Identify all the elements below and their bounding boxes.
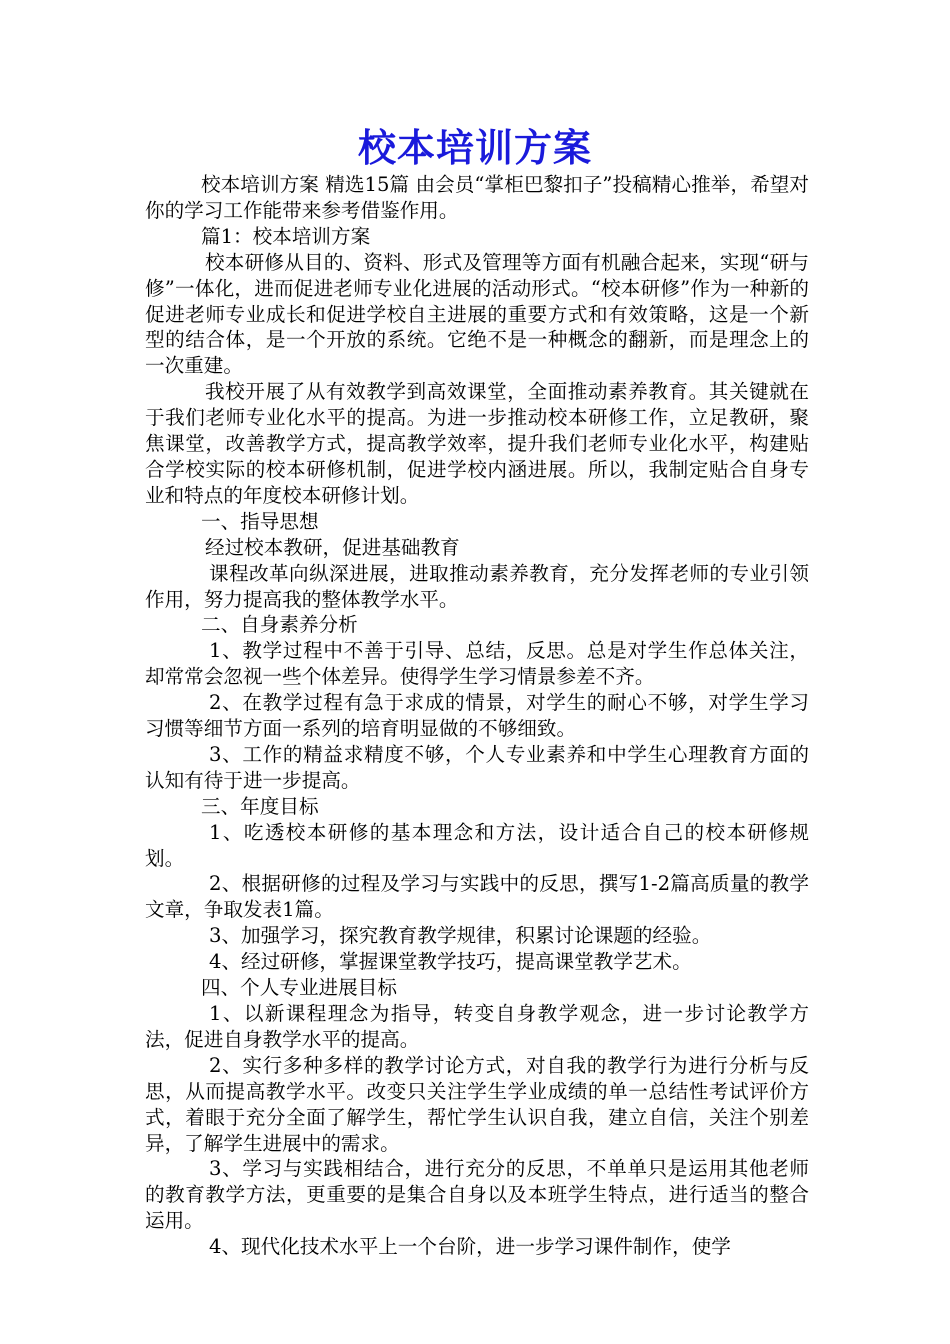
body-paragraph: 课程改革向纵深进展，进取推动素养教育，充分发挥老师的专业引领作用，努力提高我的整体教学水平。	[145, 561, 809, 611]
section-heading-chapter-1: 篇1：校本培训方案	[201, 224, 371, 248]
list-item: 4、经过研修，掌握课堂教学技巧，提高课堂教学艺术。	[209, 950, 692, 974]
list-item: 2、在教学过程有急于求成的情景，对学生的耐心不够，对学生学习习惯等细节方面一系列的培育明显做的不够细致。	[145, 691, 809, 741]
list-item: 1、吃透校本研修的基本理念和方法，设计适合自己的校本研修规划。	[145, 820, 809, 870]
body-paragraph: 我校开展了从有效教学到高效课堂，全面推动素养教育。其关键就在于我们老师专业化水平的提高。为进一步推动校本研修工作，立足教研，聚焦课堂，改善教学方式，提高教学效率，提升我们老师专业化水平，构建贴合学校实际的校本研修机制，促进学校内涵进展。所以，我制定贴合自身专业和特点的年度校本研修计划。	[145, 380, 809, 507]
section-heading: 四、个人专业进展目标	[201, 976, 397, 1000]
document-title: 校本培训方案	[357, 125, 592, 170]
list-item: 3、学习与实践相结合，进行充分的反思，不单单只是运用其他老师的教育教学方法，更重要的是集合自身以及本班学生特点，进行适当的整合运用。	[145, 1157, 809, 1233]
list-item: 4、现代化技术水平上一个台阶，进一步学习课件制作，使学	[209, 1235, 731, 1259]
list-item: 3、加强学习，探究教育教学规律，积累讨论课题的经验。	[209, 924, 712, 948]
list-item: 2、实行多种多样的教学讨论方式，对自我的教学行为进行分析与反思，从而提高教学水平。改变只关注学生学业成绩的单一总结性考试评价方式，着眼于充分全面了解学生，帮忙学生认识自我，建立自信，关注个别差异，了解学生进展中的需求。	[145, 1053, 809, 1155]
intro-paragraph: 校本培训方案 精选15篇 由会员“掌柜巴黎扣子”投稿精心推举，希望对你的学习工作能带来参考借鉴作用。	[145, 173, 809, 222]
section-heading: 二、自身素养分析	[201, 613, 358, 637]
body-paragraph: 校本研修从目的、资料、形式及管理等方面有机融合起来，实现“研与修”一体化，进而促进老师专业化进展的活动形式。“校本研修”作为一种新的促进老师专业成长和促进学校自主进展的重要方式和有效策略，这是一个新型的结合体，是一个开放的系统。它绝不是一种概念的翻新，而是理念上的一次重建。	[145, 250, 809, 378]
document-body	[145, 172, 809, 1260]
list-item: 3、工作的精益求精度不够，个人专业素养和中学生心理教育方面的认知有待于进一步提高。	[145, 742, 809, 792]
list-item: 1、教学过程中不善于引导、总结，反思。总是对学生作总体关注，却常常会忽视一些个体差异。使得学生学习情景参差不齐。	[145, 639, 809, 689]
list-item: 1、以新课程理念为指导，转变自身教学观念，进一步讨论教学方法，促进自身教学水平的提高。	[145, 1002, 809, 1051]
body-paragraph: 经过校本教研，促进基础教育	[205, 535, 460, 559]
list-item: 2、根据研修的过程及学习与实践中的反思，撰写1-2篇高质量的教学文章，争取发表1篇。	[145, 872, 809, 922]
section-heading: 三、年度目标	[201, 794, 319, 818]
section-heading: 一、指导思想	[201, 509, 319, 533]
